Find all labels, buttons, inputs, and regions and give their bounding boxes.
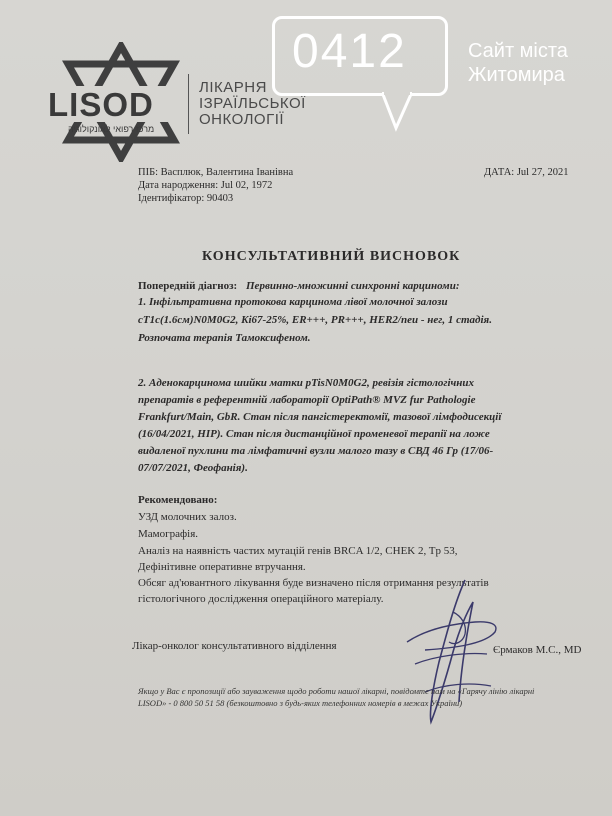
- recommendation-item: гістологічного дослідження операційного матеріалу.: [138, 593, 384, 605]
- diagnosis-item2-line: видаленої пухлини та лімфатичні вузли малого тазу в СВД 46 Гр (17/06-: [138, 445, 494, 457]
- diagnosis-item2-line: Frankfurt/Main, GbR. Стан після пангістеректомії, тазової лімфодисекції: [138, 411, 502, 423]
- watermark-number: 0412: [292, 25, 407, 78]
- diagnosis-item1-line: Розпочата терапія Тамоксифеном.: [138, 332, 311, 344]
- patient-dob: Дата народження: Jul 02, 1972: [138, 180, 273, 191]
- patient-id: Ідентифікатор: 90403: [138, 193, 234, 204]
- diagnosis-item2-line: (16/04/2021, HIP). Стан після дистанційної променевої терапії на ложе: [138, 428, 490, 440]
- diagnosis-item2-line: 07/07/2021, Феофанія).: [138, 462, 248, 474]
- logo-divider: [188, 74, 189, 134]
- logo-subtitle-line-3: ОНКОЛОГІЇ: [199, 111, 285, 128]
- signature-role: Лікар-онколог консультативного відділення: [132, 640, 337, 652]
- handwritten-signature-icon: [395, 572, 505, 732]
- recommendation-item: Обсяг ад'ювантного лікування буде визначено після отримання результатів: [138, 577, 489, 589]
- diagnosis-intro: Первинно-множинні синхронні карциноми:: [246, 280, 460, 292]
- recommendation-item: УЗД молочних залоз.: [138, 511, 237, 523]
- diagnosis-item1-line: cT1c(1.6см)N0M0G2, Ki67-25%, ER+++, PR+++, HER2/neu - нег, 1 стадія.: [138, 314, 492, 326]
- footer-note-line-2: LISOD» - 0 800 50 51 58 (безкоштовно з будь-яких телефонних номерів в межах України): [138, 698, 463, 708]
- diagnosis-item1-line: 1. Інфільтративна протокова карцинома лівої молочної залози: [138, 296, 448, 308]
- recommendation-item: Аналіз на наявність частих мутацій генів BRCA 1/2, CHEK 2, Tp 53,: [138, 545, 458, 557]
- signature-name: Єрмаков М.С., MD: [493, 644, 582, 656]
- logo-subtitle-line-1: ЛІКАРНЯ: [199, 79, 267, 96]
- logo-text: LISOD: [48, 86, 154, 123]
- watermark-site-line-1: Сайт міста: [468, 40, 568, 62]
- diagnosis-label: Попередній діагноз:: [138, 280, 238, 292]
- diagnosis-item2-line: препаратів в референтній лабораторії OptiPath® MVZ fur Pathologie: [138, 394, 476, 406]
- diagnosis-item2-line: 2. Аденокарцинома шийки матки pTisN0M0G2, ревізія гістологічних: [138, 377, 474, 389]
- footer-note-line-1: Якщо у Вас є пропозиції або зауваження щодо роботи нашої лікарні, повідомте нам на «Гарячу лінію лікарні: [138, 686, 535, 696]
- recommendation-item: Мамографія.: [138, 528, 199, 540]
- recommendations-label: Рекомендовано:: [138, 494, 218, 506]
- patient-name: ПІБ: Васплюк, Валентина Іванівна: [138, 167, 294, 178]
- watermark-site-line-2: Житомира: [468, 64, 565, 86]
- logo-hebrew-text: מרכז רפואי לאונקולוגיה: [68, 124, 155, 134]
- watermark-pointer-icon: [382, 92, 412, 132]
- logo-subtitle-line-2: ІЗРАЇЛЬСЬКОЇ: [199, 95, 306, 112]
- recommendation-item: Дефінітивне оперативне втручання.: [138, 561, 306, 573]
- page-title: КОНСУЛЬТАТИВНИЙ ВИСНОВОК: [202, 249, 461, 264]
- document-date: ДАТА: Jul 27, 2021: [484, 167, 569, 178]
